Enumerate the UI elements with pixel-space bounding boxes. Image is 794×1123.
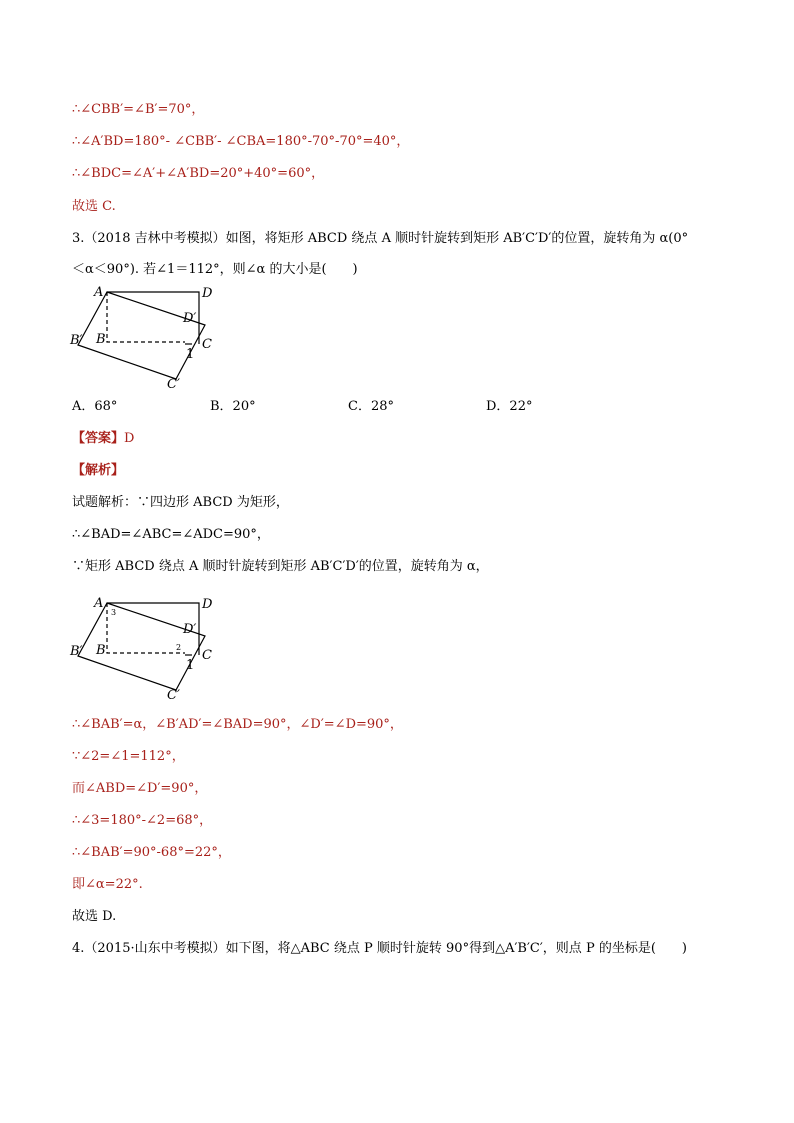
- fig2-angle-3: 3: [111, 608, 117, 617]
- analysis-line-9: 即∠α=22°.: [72, 877, 143, 892]
- fig2-label-a: A: [94, 596, 104, 611]
- option-c: C．28°: [348, 399, 394, 414]
- fig1-label-c: C: [202, 337, 212, 352]
- fig1-label-b: B: [96, 332, 106, 347]
- answer-value: D: [124, 431, 135, 446]
- analysis-line-6: 而∠ABD=∠D′=90°，: [72, 781, 208, 796]
- fig2-angle-1: 1: [186, 658, 195, 673]
- option-d: D．22°: [486, 399, 533, 414]
- fig2-label-d: D: [202, 597, 213, 612]
- analysis-label: 【解析】: [72, 463, 125, 478]
- solution-line-3: ∴∠BDC=∠A′+∠A′BD=20°+40°=60°，: [72, 166, 325, 181]
- analysis-line-5: ∵∠2=∠1=112°，: [72, 749, 185, 764]
- question-4-line: 4.（2015·山东中考模拟）如下图，将△ABC 绕点 P 顺时针旋转 90°得到△A′B′C′，则点 P 的坐标是( ): [72, 941, 687, 956]
- fig2-angle-2: 2: [176, 643, 182, 652]
- fig1-angle-1: 1: [186, 347, 195, 362]
- analysis-line-4: ∴∠BAB′=α，∠B′AD′=∠BAD=90°，∠D′=∠D=90°，: [72, 717, 403, 732]
- fig1-label-c-prime: C′: [167, 377, 180, 392]
- question-3-figure: [66, 282, 226, 392]
- analysis-line-3: ∵矩形 ABCD 绕点 A 顺时针旋转到矩形 AB′C′D′的位置，旋转角为 α，: [72, 559, 489, 574]
- fig2-label-c: C: [202, 648, 212, 663]
- answer-line: [72, 430, 134, 448]
- fig1-label-b-prime: B′: [70, 333, 83, 348]
- fig2-label-d-prime: D′: [183, 622, 197, 637]
- analysis-line-1: 试题解析：∵四边形 ABCD 为矩形，: [72, 495, 289, 510]
- fig1-label-d-prime: D′: [183, 311, 197, 326]
- analysis-line-10: 故选 D.: [72, 909, 117, 924]
- answer-label: 【答案】: [72, 431, 125, 446]
- fig1-label-d: D: [202, 286, 213, 301]
- analysis-line-2: ∴∠BAD=∠ABC=∠ADC=90°，: [72, 527, 270, 542]
- option-b: B．20°: [210, 399, 256, 414]
- question-3-line-2: ＜α＜90°). 若∠1＝112°，则∠α 的大小是( ): [72, 262, 358, 277]
- question-3-line-1: 3.（2018 吉林中考模拟）如图，将矩形 ABCD 绕点 A 顺时针旋转到矩形 AB′C′D′的位置，旋转角为 α(0°: [72, 231, 689, 246]
- analysis-figure: [66, 593, 226, 705]
- solution-line-2: ∴∠A′BD=180°- ∠CBB′- ∠CBA=180°-70°-70°=40°，: [72, 134, 410, 149]
- option-a: A．68°: [72, 399, 118, 414]
- analysis-line-7: ∴∠3=180°-∠2=68°，: [72, 813, 213, 828]
- solution-line-4: 故选 C.: [72, 199, 116, 214]
- analysis-line-8: ∴∠BAB′=90°-68°=22°，: [72, 845, 231, 860]
- fig2-label-b-prime: B′: [70, 644, 83, 659]
- fig1-label-a: A: [94, 285, 104, 300]
- fig2-label-c-prime: C′: [167, 688, 180, 703]
- fig2-label-b: B: [96, 643, 106, 658]
- solution-line-1: ∴∠CBB′=∠B′=70°，: [72, 102, 205, 117]
